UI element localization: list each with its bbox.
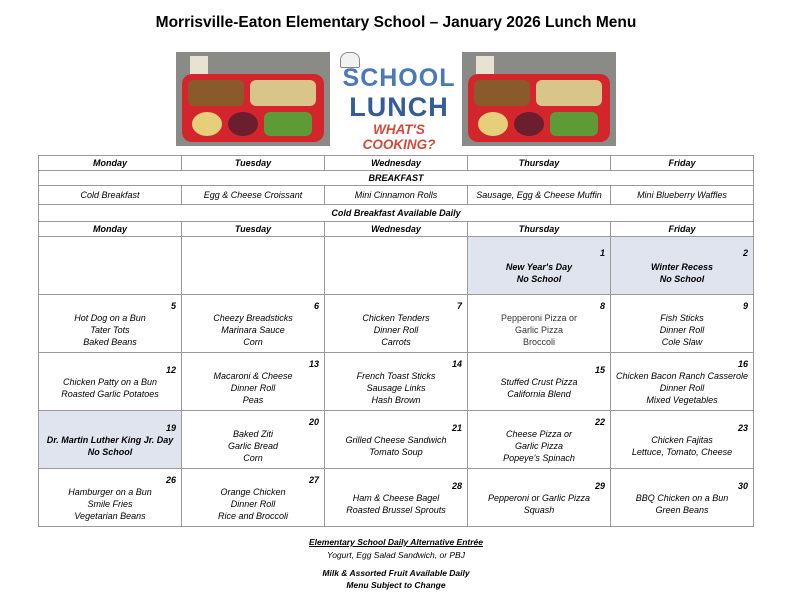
day-header: Friday: [611, 222, 754, 237]
date-number: 5: [170, 301, 176, 311]
day-cell: [39, 295, 182, 353]
alternative-entree-items: Yogurt, Egg Salad Sandwich, or PBJ: [327, 550, 465, 560]
date-number: [39, 259, 181, 272]
day-cell: [611, 411, 754, 469]
menu-line: Baked Beans: [83, 337, 137, 347]
menu-line: Tomato Soup: [369, 447, 423, 457]
day-cell: [325, 353, 468, 411]
menu-line: Cheezy Breadsticks: [213, 313, 293, 323]
menu-line: Chicken Tenders: [362, 313, 430, 323]
date-number: 30: [737, 481, 748, 491]
menu-line: Hot Dog on a Bun: [74, 313, 146, 323]
menu-line: Winter Recess: [651, 262, 713, 272]
day-header: Friday: [611, 156, 754, 171]
day-cell: [182, 469, 325, 527]
alternative-entree-heading: Elementary School Daily Alternative Entrée: [309, 537, 483, 547]
date-number: 28: [451, 481, 462, 491]
menu-line: Roasted Garlic Potatoes: [61, 389, 159, 399]
menu-line: Corn: [243, 337, 263, 347]
menu-line: Macaroni & Cheese: [213, 371, 293, 381]
menu-line: Hamburger on a Bun: [68, 487, 152, 497]
menu-line: Tater Tots: [90, 325, 130, 335]
menu-line: Garlic Bread: [227, 441, 279, 451]
menu-line: Green Beans: [655, 505, 709, 515]
week-row: [39, 295, 754, 353]
menu-line: No School: [516, 274, 562, 284]
menu-line: Dinner Roll: [230, 383, 276, 393]
week-row: [39, 237, 754, 295]
day-cell: [39, 353, 182, 411]
day-cell: [325, 237, 468, 295]
menu-line: Dinner Roll: [659, 383, 705, 393]
breakfast-row: [39, 186, 754, 205]
menu-line: New Year's Day: [505, 262, 573, 272]
day-cell: [611, 295, 754, 353]
menu-line: No School: [659, 274, 705, 284]
menu-line: Popeye's Spinach: [503, 453, 575, 463]
day-header: Monday: [39, 156, 182, 171]
menu-line: Corn: [243, 453, 263, 463]
date-number: 16: [737, 359, 748, 369]
day-header: Monday: [39, 222, 182, 237]
date-number: 6: [313, 301, 319, 311]
breakfast-item: Mini Cinnamon Rolls: [325, 186, 468, 205]
menu-line: Vegetarian Beans: [74, 511, 146, 521]
menu-line: California Blend: [507, 389, 571, 399]
day-header-row: [39, 156, 754, 171]
menu-line: Dinner Roll: [230, 499, 276, 509]
menu-line: Rice and Broccoli: [217, 511, 289, 521]
breakfast-note: Cold Breakfast Available Daily: [39, 205, 754, 222]
week-row: [39, 411, 754, 469]
menu-line: Roasted Brussel Sprouts: [346, 505, 446, 515]
menu-line: Orange Chicken: [220, 487, 286, 497]
date-number: 9: [742, 301, 748, 311]
menu-line: Chicken Patty on a Bun: [62, 377, 158, 387]
date-number: 20: [308, 417, 319, 427]
menu-line: Dinner Roll: [659, 325, 705, 335]
menu-change-note: Menu Subject to Change: [346, 580, 446, 590]
menu-line: Garlic Pizza: [514, 325, 563, 335]
menu-line: Baked Ziti: [232, 429, 274, 439]
date-number: 15: [594, 365, 605, 375]
day-cell: [182, 295, 325, 353]
day-cell: [468, 469, 611, 527]
menu-line: Cole Slaw: [661, 337, 703, 347]
day-cell: [468, 353, 611, 411]
menu-line: Grilled Cheese Sandwich: [345, 435, 447, 445]
date-number: 26: [165, 475, 176, 485]
day-cell: [325, 469, 468, 527]
day-header: Wednesday: [325, 222, 468, 237]
day-header: Wednesday: [325, 156, 468, 171]
menu-table: [38, 155, 754, 527]
day-cell: [325, 411, 468, 469]
lunch-day-header-row: [39, 222, 754, 237]
date-number: 8: [599, 301, 605, 311]
menu-line: Marinara Sauce: [221, 325, 285, 335]
date-number: 22: [594, 417, 605, 427]
date-number: 21: [451, 423, 462, 433]
holiday-cell: [39, 411, 182, 469]
breakfast-item: Cold Breakfast: [39, 186, 182, 205]
breakfast-item: Sausage, Egg & Cheese Muffin: [468, 186, 611, 205]
menu-line: Mixed Vegetables: [646, 395, 718, 405]
menu-line: BBQ Chicken on a Bun: [635, 493, 729, 503]
day-cell: [468, 411, 611, 469]
menu-line: Hash Brown: [371, 395, 421, 405]
menu-line: Pepperoni Pizza or: [500, 313, 578, 323]
menu-line: Garlic Pizza: [514, 441, 563, 451]
breakfast-item: Egg & Cheese Croissant: [182, 186, 325, 205]
menu-line: Smile Fries: [87, 499, 133, 509]
day-header: Tuesday: [182, 156, 325, 171]
menu-line: Stuffed Crust Pizza: [500, 377, 578, 387]
day-cell: [468, 295, 611, 353]
breakfast-heading-row: [39, 171, 754, 186]
menu-line: French Toast Sticks: [356, 371, 436, 381]
date-number: [325, 259, 467, 272]
day-cell: [182, 237, 325, 295]
date-number: [182, 259, 324, 272]
day-cell: [182, 411, 325, 469]
day-cell: [611, 353, 754, 411]
day-header: Thursday: [468, 222, 611, 237]
day-header: Thursday: [468, 156, 611, 171]
day-header: Tuesday: [182, 222, 325, 237]
breakfast-item: Mini Blueberry Waffles: [611, 186, 754, 205]
menu-line: Squash: [523, 505, 555, 515]
date-number: 29: [594, 481, 605, 491]
date-number: 27: [308, 475, 319, 485]
menu-line: Pepperoni or Garlic Pizza: [487, 493, 591, 503]
menu-line: Ham & Cheese Bagel: [352, 493, 440, 503]
date-number: 19: [165, 423, 176, 433]
day-cell: [611, 469, 754, 527]
date-number: 12: [165, 365, 176, 375]
breakfast-heading: BREAKFAST: [39, 171, 754, 186]
menu-line: Dr. Martin Luther King Jr. Day: [46, 435, 174, 445]
menu-line: Peas: [242, 395, 264, 405]
menu-line: No School: [87, 447, 133, 457]
school-lunch-logo: SCHOOL LUNCH WHAT'S COOKING?: [336, 52, 462, 146]
date-number: 14: [451, 359, 462, 369]
day-cell: [325, 295, 468, 353]
date-number: 2: [742, 248, 748, 258]
menu-line: Cheese Pizza or: [505, 429, 573, 439]
date-number: 7: [456, 301, 462, 311]
week-row: [39, 353, 754, 411]
holiday-cell: [611, 237, 754, 295]
lunch-tray-photo-right: [462, 52, 616, 146]
menu-line: Chicken Bacon Ranch Casserole: [615, 371, 749, 381]
menu-line: Lettuce, Tomato, Cheese: [631, 447, 733, 457]
page-title: Morrisville-Eaton Elementary School – January 2026 Lunch Menu: [155, 14, 637, 31]
menu-line: Carrots: [381, 337, 411, 347]
menu-line: Chicken Fajitas: [651, 435, 713, 445]
date-number: 23: [737, 423, 748, 433]
menu-line: Broccoli: [522, 337, 555, 347]
date-number: 13: [308, 359, 319, 369]
day-cell: [39, 237, 182, 295]
lunch-tray-photo-left: [176, 52, 330, 146]
milk-fruit-note: Milk & Assorted Fruit Available Daily: [322, 568, 470, 578]
menu-line: Dinner Roll: [373, 325, 419, 335]
banner: [0, 52, 792, 152]
date-number: 1: [599, 248, 605, 258]
breakfast-note-row: [39, 205, 754, 222]
day-cell: [182, 353, 325, 411]
menu-line: Sausage Links: [366, 383, 426, 393]
day-cell: [39, 469, 182, 527]
week-row: [39, 469, 754, 527]
holiday-cell: [468, 237, 611, 295]
menu-line: Fish Sticks: [660, 313, 704, 323]
